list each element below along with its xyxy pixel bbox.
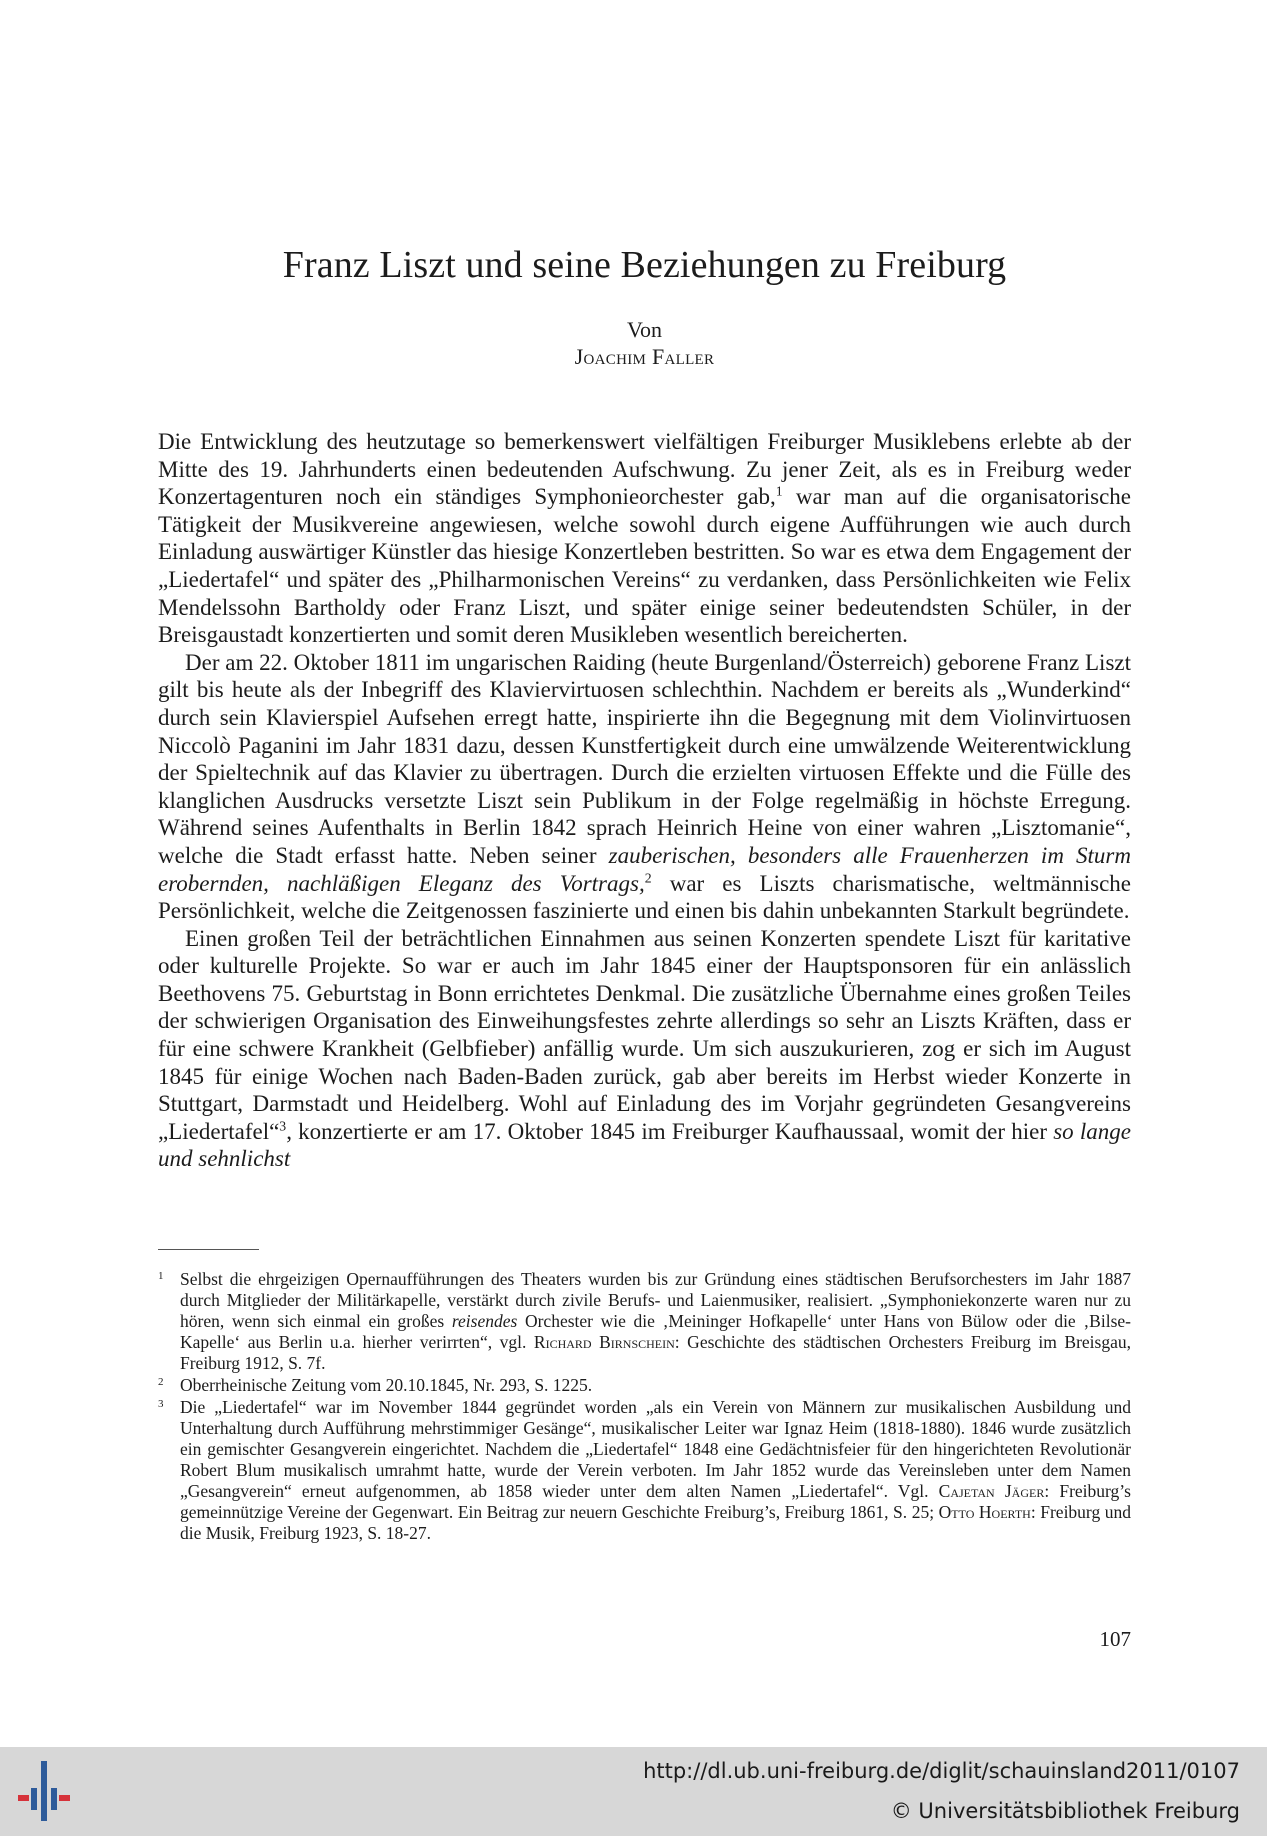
- paragraph-1-text-a: Die Entwicklung des heutzutage so bemerkenswert vielfältigen Freiburger Musiklebens erlebte ab der Mitte des 19. Jahrhunderts einen bedeutenden Aufschwung. Zu jener Zeit, als es in Freiburg weder Konzertagenturen noch ein ständiges Symphonieorchester gab,: [158, 429, 1131, 510]
- footnote-1-text-a: Selbst die ehrgeizigen Opernaufführungen des Theaters wurden bis zur Gründung eines städtischen Berufsorchesters im Jahr 1887 durch Mitglieder der Militärkapelle, verstärkt durch zivile Berufs- und Laienmusiker, realisiert. „Symphoniekonzerte waren nur zu hören, wenn sich einmal ein großes: [180, 1269, 1131, 1331]
- footnote-1: [158, 1269, 1131, 1374]
- footnote-3-text-a: Die „Liedertafel“ war im November 1844 gegründet worden „als ein Verein von Männern zur musikalischen Ausbildung und Unterhaltung durch Aufführung mehrstimmiger Gesänge“, musikalischer Leiter war Ignaz Heim (1818-1880). 1846 wurde zusätzlich ein gemischter Gesangverein eingerichtet. Nachdem die „Liedertafel“ 1848 eine Gedächtnisfeier für den hingerichteten Revolutionär Robert Blum musikalisch umrahmt hatte, wurde der Verein verboten. Im Jahr 1852 wurde das Vereinsleben unter dem Namen „Gesangverein“ erneut aufgenommen, ab 1858 wieder unter dem alten Namen „Liedertafel“. Vgl.: [180, 1397, 1131, 1501]
- footnote-ref-2: 2: [644, 869, 652, 885]
- footnote-3-text-c: : Freiburg und die Musik, Freiburg 1923, S. 18-27.: [180, 1502, 1131, 1543]
- footnote-3-text-b: : Freiburg’s gemeinnützige Vereine der Gegenwart. Ein Beitrag zur neuern Geschichte Freiburg’s, Freiburg 1861, S. 25;: [180, 1481, 1131, 1522]
- page-number: 107: [1099, 1627, 1131, 1651]
- footnote-text: [180, 1269, 1131, 1374]
- paragraph-3: [158, 925, 1131, 1173]
- footnote-3-author-2: Otto Hoerth: [938, 1502, 1031, 1522]
- byline: [0, 316, 1267, 370]
- article-title: Franz Liszt und seine Beziehungen zu Freiburg: [282, 244, 1007, 286]
- paragraph-1: [158, 428, 1131, 649]
- footnote-ref-3: 3: [279, 1118, 287, 1134]
- footer-bar: [0, 1747, 1267, 1836]
- article-body: [158, 428, 1131, 1173]
- footnote-divider: [158, 1249, 259, 1250]
- footnote-2: [158, 1375, 1131, 1396]
- footnote-text: Oberrheinische Zeitung vom 20.10.1845, Nr. 293, S. 1225.: [180, 1375, 593, 1395]
- footnote-1-author: Richard Birnschein: [533, 1332, 675, 1352]
- footnote-text: [180, 1397, 1131, 1544]
- footnote-ref-1: 1: [775, 483, 783, 499]
- footnote-number: 1: [158, 1270, 164, 1282]
- footnote-number: 2: [158, 1376, 164, 1388]
- footnote-1-text-c: : Geschichte des städtischen Orchesters Freiburg im Breisgau, Freiburg 1912, S. 7f.: [180, 1332, 1131, 1373]
- paragraph-3-quote: so lange und sehnlichst: [158, 1118, 1131, 1172]
- paragraph-3-text-b: , konzertierte er am 17. Oktober 1845 im Freiburger Kaufhaussaal, womit der hier: [286, 1118, 1054, 1144]
- footnote-3-author-1: Cajetan Jäger: [938, 1481, 1045, 1501]
- copyright-notice: © Universitätsbibliothek Freiburg: [890, 1799, 1240, 1823]
- paragraph-2-quote: zauberischen, besonders alle Frauenherzen im Sturm erobernden, nachläßigen Eleganz des Vortrags,: [158, 842, 1131, 896]
- paragraph-1-text-b: war man auf die organisatorische Tätigkeit der Musikvereine angewiesen, welche sowohl durch eigene Aufführungen wie auch durch Einladung auswärtiger Künstler das hiesige Konzertleben bestritten. So war es etwa dem Engagement der „Liedertafel“ und später des „Philharmonischen Vereins“ zu verdanken, dass Persönlichkeiten wie Felix Mendelssohn Bartholdy oder Franz Liszt, und später einige seiner bedeutendsten Schüler, in der Breisgaustadt konzertierten und somit deren Musikleben wesentlich bereicherten.: [158, 484, 1131, 648]
- ub-freiburg-logo-icon[interactable]: [16, 1758, 82, 1824]
- footnote-1-text-b: Orchester wie die ‚Meininger Hofkapelle‘ unter Hans von Bülow oder die ‚Bilse-Kapelle‘ aus Berlin u.a. hierher verirrten“, vgl.: [180, 1311, 1131, 1352]
- footnotes: [158, 1269, 1131, 1545]
- paragraph-2-text-a: Der am 22. Oktober 1811 im ungarischen Raiding (heute Burgenland/Österreich) geborene Franz Liszt gilt bis heute als der Inbegriff des Klaviervirtuosen schlechthin. Nachdem er bereits als „Wunderkind“ durch sein Klavierspiel Aufsehen erregt hatte, inspirierte ihn die Begegnung mit dem Violinvirtuosen Niccolò Paganini im Jahr 1831 dazu, dessen Kunstfertigkeit durch eine umwälzende Weiterentwicklung der Spieltechnik auf das Klavier zu übertragen. Durch die erzielten virtuosen Effekte und die Fülle des klanglichen Ausdrucks versetzte Liszt sein Publikum in der Folge regelmäßig in höchste Erregung. Während seines Aufenthalts in Berlin 1842 sprach Heinrich Heine von einer wahren „Lisztomanie“, welche die Stadt erfasst hatte. Neben seiner: [158, 649, 1131, 868]
- paragraph-2-text-b: war es Liszts charismatische, weltmännische Persönlichkeit, welche die Zeitgenossen faszinierte und einen bis dahin unbekannten Starkult begründete.: [158, 870, 1131, 924]
- footnote-1-italic: reisendes: [451, 1311, 518, 1331]
- footnote-3: [158, 1397, 1131, 1544]
- paragraph-3-text-a: Einen großen Teil der beträchtlichen Einnahmen aus seinen Konzerten spendete Liszt für karitative oder kulturelle Projekte. So war er auch im Jahr 1845 einer der Hauptsponsoren für ein anlässlich Beethovens 75. Geburtstag in Bonn errichtetes Denkmal. Die zusätzliche Übernahme eines großen Teiles der schwierigen Organisation des Einweihungsfestes zehrte allerdings so sehr an Liszts Kräften, dass er für eine schwere Krankheit (Gelbfieber) anfällig wurde. Um sich auszukurieren, zog er sich im August 1845 für einige Wochen nach Baden-Baden zurück, gab aber bereits im Herbst wieder Konzerte in Stuttgart, Darmstadt und Heidelberg. Wohl auf Einladung des im Vorjahr gegründeten Gesangvereins „Liedertafel“: [158, 925, 1131, 1144]
- document-url-link[interactable]: http://dl.ub.uni-freiburg.de/diglit/schauinsland2011/0107: [643, 1759, 1240, 1783]
- author-name: Joachim Faller: [574, 344, 715, 369]
- paragraph-2: [158, 649, 1131, 925]
- byline-prefix: Von: [626, 317, 663, 342]
- footnote-number: 3: [158, 1398, 164, 1410]
